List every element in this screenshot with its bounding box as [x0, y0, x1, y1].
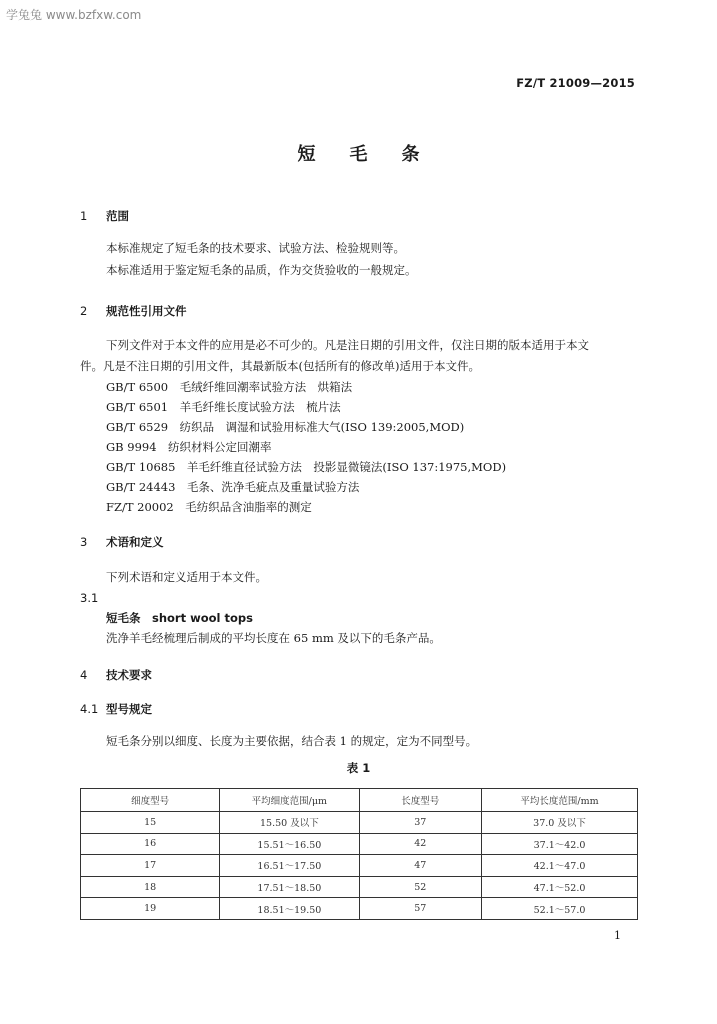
- paragraph: 下列文件对于本文件的应用是必不可少的。凡是注日期的引用文件，仅注日期的版本适用于本文: [106, 338, 589, 352]
- table-row: [81, 812, 638, 834]
- table-cell: 16: [81, 833, 220, 855]
- table-cell: 57: [359, 898, 482, 920]
- section-title: 技术要求: [106, 668, 152, 682]
- table-cell: 16.51～17.50: [220, 855, 359, 877]
- reference-item: GB/T 24443 毛条、洗净毛疵点及重量试验方法: [106, 480, 360, 494]
- reference-item: GB/T 10685 羊毛纤维直径试验方法 投影显微镜法(ISO 137:1975,MOD): [106, 460, 507, 474]
- section-title: 规范性引用文件: [106, 304, 187, 318]
- clause-number: 3.1: [80, 591, 99, 605]
- term: 短毛条 short wool tops: [106, 611, 253, 625]
- section-title: 范围: [106, 209, 129, 223]
- section-title: 型号规定: [106, 702, 152, 716]
- table-cell: 18.51～19.50: [220, 898, 359, 920]
- table-cell: 52: [359, 876, 482, 898]
- paragraph-continuation: 件。凡是不注日期的引用文件，其最新版本(包括所有的修改单)适用于本文件。: [80, 359, 480, 373]
- section-number: 4.1: [80, 702, 99, 716]
- table-header-cell: 平均细度范围/μm: [220, 789, 359, 812]
- table-cell: 42: [359, 833, 482, 855]
- table-cell: 18: [81, 876, 220, 898]
- watermark: 学兔兔 www.bzfxw.com: [6, 8, 142, 22]
- reference-item: FZ/T 20002 毛纺织品含油脂率的测定: [106, 500, 312, 514]
- table-cell: 47: [359, 855, 482, 877]
- table-cell: 15.51～16.50: [220, 833, 359, 855]
- subsection-heading-4-1: [80, 701, 152, 717]
- title-char: 毛: [349, 144, 368, 165]
- reference-item: GB 9994 纺织材料公定回潮率: [106, 440, 272, 454]
- section-heading-2: [80, 303, 187, 319]
- paragraph: 本标准规定了短毛条的技术要求、试验方法、检验规则等。: [106, 241, 405, 255]
- table-cell: 15.50 及以下: [220, 812, 359, 834]
- table-cell: 42.1～47.0: [482, 855, 638, 877]
- table-cell: 19: [81, 898, 220, 920]
- table-cell: 37.0 及以下: [482, 812, 638, 834]
- section-number: 4: [80, 668, 88, 682]
- section-number: 3: [80, 535, 88, 549]
- section-heading-1: [80, 208, 129, 224]
- table-cell: 15: [81, 812, 220, 834]
- page-number: 1: [614, 929, 621, 942]
- reference-item: GB/T 6500 毛绒纤维回潮率试验方法 烘箱法: [106, 380, 353, 394]
- title-char: 短: [297, 144, 316, 165]
- table-row: [81, 833, 638, 855]
- title-char: 条: [401, 144, 420, 165]
- table-header-cell: 长度型号: [359, 789, 482, 812]
- table-cell: 52.1～57.0: [482, 898, 638, 920]
- table-cell: 37: [359, 812, 482, 834]
- reference-item: GB/T 6501 羊毛纤维长度试验方法 梳片法: [106, 400, 341, 414]
- table-cell: 17.51～18.50: [220, 876, 359, 898]
- section-number: 1: [80, 209, 88, 223]
- table-cell: 17: [81, 855, 220, 877]
- definition: 洗净羊毛经梳理后制成的平均长度在 65 mm 及以下的毛条产品。: [106, 631, 441, 645]
- section-heading-3: [80, 534, 164, 550]
- table-caption: 表 1: [346, 761, 371, 775]
- reference-item: GB/T 6529 纺织品 调湿和试验用标准大气(ISO 139:2005,MOD): [106, 420, 465, 434]
- section-number: 2: [80, 304, 88, 318]
- paragraph: 下列术语和定义适用于本文件。: [106, 570, 267, 584]
- paragraph: 短毛条分别以细度、长度为主要依据，结合表 1 的规定，定为不同型号。: [106, 734, 478, 748]
- table-header-cell: 平均长度范围/mm: [482, 789, 638, 812]
- document-number: FZ/T 21009—2015: [516, 76, 635, 90]
- table-header-cell: 细度型号: [81, 789, 220, 812]
- table-row: [81, 876, 638, 898]
- section-heading-4: [80, 667, 152, 683]
- table-row: [81, 855, 638, 877]
- section-title: 术语和定义: [106, 535, 164, 549]
- table-row: [81, 898, 638, 920]
- table-1: [80, 788, 638, 920]
- document-title: [0, 140, 717, 166]
- table-cell: 37.1～42.0: [482, 833, 638, 855]
- paragraph: 本标准适用于鉴定短毛条的品质，作为交货验收的一般规定。: [106, 263, 417, 277]
- table-cell: 47.1～52.0: [482, 876, 638, 898]
- table-header-row: [81, 789, 638, 812]
